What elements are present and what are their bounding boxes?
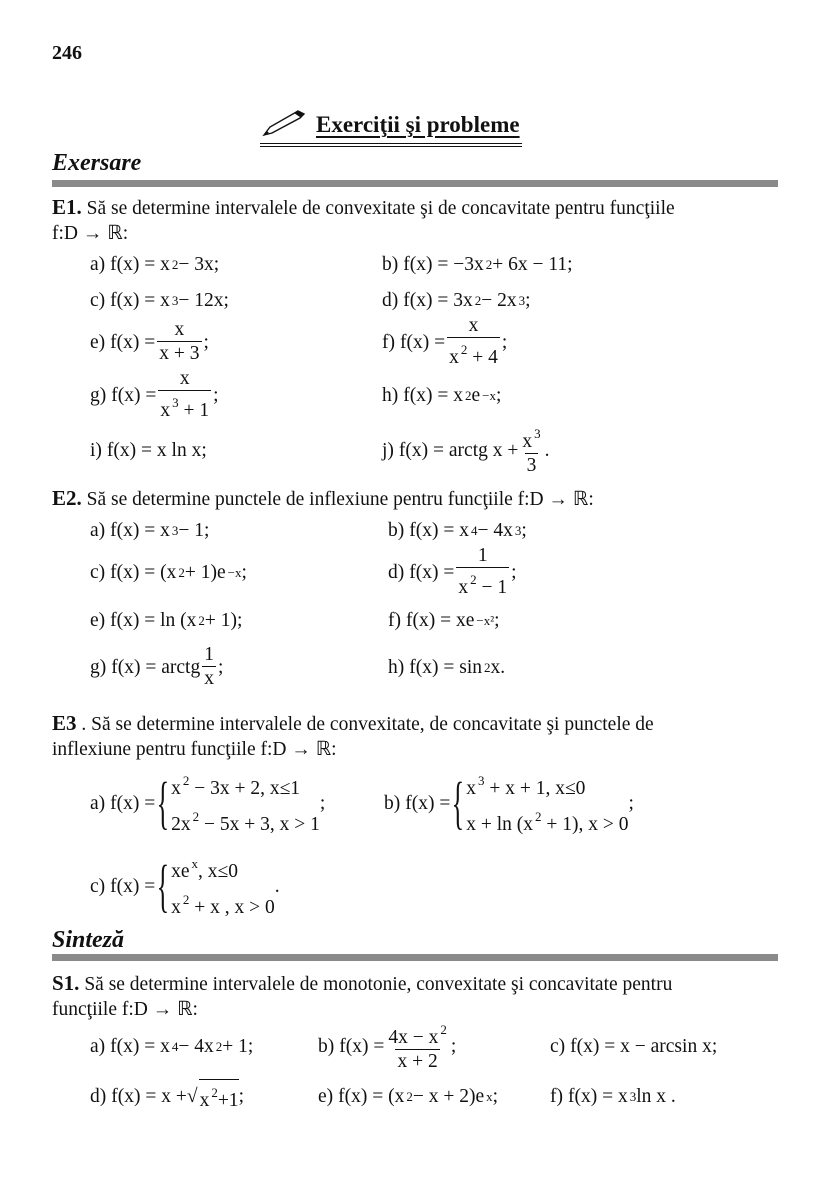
superscript: 3 bbox=[518, 292, 526, 308]
exercise-item bbox=[90, 644, 223, 691]
numerator bbox=[520, 423, 542, 453]
formula bbox=[405, 767, 634, 839]
superscript: 3 bbox=[534, 425, 541, 441]
formula-text: f(x) = bbox=[111, 384, 157, 406]
formula bbox=[110, 319, 209, 366]
exercise-item bbox=[90, 1079, 244, 1113]
formula-text: ; bbox=[203, 331, 209, 353]
item-label: b) bbox=[318, 1035, 335, 1057]
piecewise bbox=[155, 850, 274, 922]
numerator bbox=[476, 545, 490, 567]
formula-text: xe bbox=[171, 861, 190, 882]
formula-text: 1 bbox=[477, 544, 488, 566]
formula-text: f(x) = sin bbox=[409, 656, 482, 678]
formula-text: f(x) = x + bbox=[111, 1085, 187, 1107]
formula-text: f(x) = bbox=[339, 1035, 385, 1057]
formula bbox=[403, 383, 501, 408]
exercise-statement bbox=[52, 711, 782, 737]
exercise-statement bbox=[52, 195, 782, 221]
fraction bbox=[447, 315, 500, 370]
formula-text: f(x) = arctg x + bbox=[398, 439, 519, 461]
fraction bbox=[456, 545, 509, 600]
formula-text: + 1; bbox=[222, 1035, 254, 1057]
denominator bbox=[525, 453, 539, 478]
superscript: 2 bbox=[484, 659, 491, 675]
formula-row bbox=[52, 366, 782, 424]
superscript: 2 bbox=[192, 809, 200, 824]
superscript: −x² bbox=[476, 612, 495, 628]
exercise-text: Să se determine intervalele de monotonie, convexitate şi concavitate pentru bbox=[79, 974, 673, 995]
fraction bbox=[520, 423, 542, 478]
superscript: 4 bbox=[470, 522, 478, 538]
formula-text: 3 bbox=[526, 454, 537, 476]
superscript: 3 bbox=[171, 522, 179, 538]
superscript: 2 bbox=[460, 341, 468, 357]
superscript: 2 bbox=[211, 1085, 218, 1100]
case-row bbox=[171, 850, 275, 886]
cases-list bbox=[466, 767, 628, 839]
formula bbox=[339, 1019, 456, 1074]
denominator bbox=[158, 390, 211, 423]
formula-text: ; bbox=[501, 331, 508, 353]
item-label: f) bbox=[382, 331, 395, 353]
superscript: 4 bbox=[171, 1038, 179, 1054]
formula bbox=[409, 545, 516, 600]
formula-text: + 1); bbox=[204, 609, 243, 631]
formula-text: f(x) = −3x bbox=[403, 253, 484, 275]
numerator bbox=[202, 644, 216, 666]
item-label: f) bbox=[550, 1085, 563, 1107]
superscript: 2 bbox=[535, 809, 542, 824]
exercise-item bbox=[550, 1084, 676, 1109]
exercise-item bbox=[388, 545, 517, 600]
sqrt-radicand bbox=[199, 1079, 239, 1113]
formula-text: x. bbox=[490, 656, 506, 678]
superscript: 2 bbox=[406, 1088, 413, 1104]
superscript: 3 bbox=[514, 522, 522, 538]
formula-text: f(x) = x bbox=[110, 289, 170, 311]
exercise-item bbox=[388, 518, 527, 543]
fraction bbox=[157, 319, 201, 366]
section-divider bbox=[52, 180, 778, 187]
piecewise bbox=[155, 767, 320, 839]
superscript: 2 bbox=[171, 256, 179, 272]
item-label: a) bbox=[90, 1035, 106, 1057]
formula-text: − x + 2)e bbox=[412, 1085, 485, 1107]
formula bbox=[110, 1034, 253, 1059]
sqrt-sign: √ bbox=[186, 1085, 198, 1107]
formula-text: − 1; bbox=[178, 519, 210, 541]
brace: { bbox=[156, 770, 170, 835]
formula bbox=[403, 252, 572, 277]
numerator bbox=[178, 368, 192, 390]
exercise-text: Să se determine punctele de inflexiune pentru funcţiile f:D → ℝ: bbox=[81, 489, 594, 510]
exercise-text: funcţiile f:D → ℝ: bbox=[52, 999, 198, 1020]
formula-text: f(x) = x − arcsin x; bbox=[570, 1035, 718, 1057]
item-label: a) bbox=[90, 253, 106, 275]
item-label: e) bbox=[90, 609, 106, 631]
section-title-sinteza: Sinteză bbox=[52, 927, 125, 953]
item-label: c) bbox=[90, 289, 106, 311]
formula-text: f(x) = x bbox=[403, 384, 463, 406]
exercise-item bbox=[550, 1034, 717, 1059]
denominator bbox=[456, 567, 509, 600]
formula bbox=[568, 1084, 676, 1109]
formula-row bbox=[52, 424, 782, 476]
formula bbox=[110, 288, 229, 313]
formula bbox=[111, 1079, 244, 1113]
case-row bbox=[466, 803, 628, 839]
exercise-item bbox=[90, 438, 207, 463]
exercise-item bbox=[90, 368, 219, 423]
formula-text: f(x) = xe bbox=[406, 609, 475, 631]
exercise-statement bbox=[52, 486, 782, 512]
formula-text: ln x . bbox=[636, 1085, 676, 1107]
denominator bbox=[202, 666, 216, 691]
formula-text: f(x) = arctg bbox=[111, 656, 201, 678]
page-title: Exerciţii şi probleme bbox=[260, 108, 520, 138]
exercise-item bbox=[90, 608, 242, 633]
exercise-item bbox=[90, 252, 219, 277]
formula-text: x bbox=[171, 778, 181, 799]
exercise-item bbox=[318, 1084, 498, 1109]
formula-row bbox=[52, 1070, 782, 1122]
formula-text: f(x) = x bbox=[110, 1035, 170, 1057]
formula-text: x + ln (x bbox=[466, 814, 533, 835]
superscript: −x bbox=[482, 387, 496, 403]
formula bbox=[403, 288, 530, 313]
formula-text: f(x) = bbox=[110, 331, 156, 353]
formula-text: − 4x bbox=[477, 519, 513, 541]
formula-text: + 6x − 11; bbox=[492, 253, 573, 275]
exercise-id: E1. bbox=[52, 195, 82, 219]
formula bbox=[110, 608, 242, 633]
superscript: 2 bbox=[182, 892, 190, 907]
superscript: 2 bbox=[474, 292, 482, 308]
formula-text: f(x) = bbox=[110, 875, 156, 897]
superscript: 2 bbox=[182, 773, 190, 788]
numerator bbox=[173, 319, 187, 341]
formula-text: f(x) = bbox=[110, 792, 156, 814]
pencil-icon bbox=[260, 108, 310, 138]
formula bbox=[570, 1034, 717, 1059]
formula-text: f(x) = bbox=[400, 331, 446, 353]
formula-text: x bbox=[466, 778, 476, 799]
section-title-exersare: Exersare bbox=[52, 150, 142, 176]
formula-text: x bbox=[458, 576, 469, 598]
formula-text: x bbox=[449, 346, 459, 368]
superscript: 2 bbox=[440, 1021, 447, 1037]
exercise-item bbox=[384, 767, 634, 839]
formula-text: 4x − x bbox=[388, 1026, 439, 1048]
formula-row bbox=[52, 844, 782, 928]
formula-text: ; bbox=[628, 792, 634, 814]
formula-text: f(x) = bbox=[409, 561, 455, 583]
numerator bbox=[386, 1019, 449, 1049]
formula-text: + x + 1, x≤0 bbox=[484, 778, 586, 799]
exercise-text: . Să se determine intervalele de convexitate, de concavitate şi punctele de bbox=[76, 714, 654, 735]
exercise-e2 bbox=[52, 486, 782, 690]
item-label: a) bbox=[90, 792, 106, 814]
exercise-item bbox=[388, 655, 505, 680]
item-label: d) bbox=[90, 1085, 107, 1107]
superscript: 2 bbox=[485, 256, 493, 272]
formula-text: x + 2 bbox=[397, 1050, 438, 1072]
formula-text: f(x) = ln (x bbox=[110, 609, 197, 631]
case-row bbox=[171, 803, 320, 839]
exercise-statement bbox=[52, 971, 782, 997]
formula-text: x bbox=[179, 367, 190, 389]
case-row bbox=[171, 886, 275, 922]
cases-list bbox=[171, 767, 320, 839]
formula bbox=[107, 438, 207, 463]
formula-text: ; bbox=[494, 609, 500, 631]
formula-text: − 12x; bbox=[178, 289, 229, 311]
exercise-item bbox=[90, 518, 209, 543]
brace: { bbox=[452, 770, 465, 835]
formula bbox=[111, 644, 223, 691]
formula-text: + 1), x > 0 bbox=[541, 814, 629, 835]
numerator bbox=[467, 315, 481, 337]
denominator bbox=[157, 341, 201, 366]
superscript: −x bbox=[227, 564, 242, 580]
formula-text: − 2x bbox=[481, 289, 517, 311]
superscript: 3 bbox=[629, 1088, 637, 1104]
item-label: d) bbox=[382, 289, 399, 311]
formula-text: f(x) = 3x bbox=[403, 289, 473, 311]
formula bbox=[338, 1084, 498, 1109]
exercise-item bbox=[90, 560, 247, 585]
formula bbox=[110, 850, 279, 922]
formula-row bbox=[52, 644, 782, 690]
superscript: x bbox=[486, 1088, 493, 1104]
formula-text: + 4 bbox=[467, 346, 498, 368]
exercise-item bbox=[90, 767, 325, 839]
formula-text: − 3x; bbox=[178, 253, 220, 275]
superscript: 3 bbox=[172, 394, 179, 410]
formula-text: f(x) = x bbox=[409, 519, 469, 541]
formula-row bbox=[52, 762, 782, 844]
formula-text: ; bbox=[213, 384, 219, 406]
formula bbox=[406, 608, 500, 633]
formula-text: − 4x bbox=[178, 1035, 214, 1057]
exercise-item bbox=[90, 319, 209, 366]
formula-text: ; bbox=[217, 656, 224, 678]
formula bbox=[409, 518, 527, 543]
superscript: 2 bbox=[198, 612, 205, 628]
formula-text: f(x) = (x bbox=[338, 1085, 405, 1107]
exercise-text: inflexiune pentru funcţiile f:D → ℝ: bbox=[52, 739, 337, 760]
formula-text: x bbox=[522, 430, 533, 452]
item-label: h) bbox=[388, 656, 405, 678]
exercise-id: S1. bbox=[52, 971, 80, 995]
formula-text: − 1 bbox=[476, 576, 508, 598]
fraction bbox=[158, 368, 211, 423]
piecewise bbox=[450, 767, 628, 839]
formula bbox=[110, 252, 219, 277]
denominator bbox=[447, 337, 500, 370]
formula-row bbox=[52, 596, 782, 644]
exercise-item bbox=[382, 383, 501, 408]
fraction bbox=[202, 644, 216, 691]
formula-text: x bbox=[199, 1090, 210, 1111]
item-label: e) bbox=[90, 331, 106, 353]
formula-text: ; bbox=[238, 1085, 244, 1107]
formula-text: f(x) = x ln x; bbox=[106, 439, 207, 461]
page-number: 246 bbox=[52, 42, 82, 64]
formula-text: x + 3 bbox=[159, 342, 200, 364]
formula-text: ; bbox=[511, 561, 517, 583]
item-label: f) bbox=[388, 609, 401, 631]
exercise-id: E2. bbox=[52, 486, 82, 510]
formula-text: + x , x > 0 bbox=[189, 897, 275, 918]
item-label: c) bbox=[90, 875, 106, 897]
item-label: b) bbox=[382, 253, 399, 275]
formula-text: ; bbox=[241, 561, 247, 583]
formula-text: f(x) = bbox=[405, 792, 451, 814]
formula-text: + 1 bbox=[178, 399, 210, 421]
formula-text: 1 bbox=[204, 643, 214, 665]
formula-text: − 5x + 3, x > 1 bbox=[199, 814, 320, 835]
superscript: 2 bbox=[464, 387, 472, 403]
item-label: a) bbox=[90, 519, 106, 541]
formula-text: x bbox=[160, 399, 171, 421]
formula-row bbox=[52, 1022, 782, 1070]
item-label: g) bbox=[90, 656, 107, 678]
formula-text: ; bbox=[521, 519, 527, 541]
formula bbox=[110, 518, 209, 543]
formula-text: x bbox=[171, 897, 181, 918]
formula bbox=[409, 655, 505, 680]
exercise-s1 bbox=[52, 971, 782, 1122]
case-row bbox=[466, 767, 628, 803]
formula-text: ; bbox=[495, 384, 502, 406]
exercise-e3 bbox=[52, 711, 782, 928]
exercise-text: Să se determine intervalele de convexitate şi de concavitate pentru funcţiile bbox=[81, 198, 675, 219]
exercise-item bbox=[382, 288, 531, 313]
exercise-item bbox=[388, 608, 500, 633]
formula-text: ; bbox=[319, 792, 326, 814]
exercise-item bbox=[318, 1019, 456, 1074]
item-label: i) bbox=[90, 439, 102, 461]
formula-text: f(x) = x bbox=[110, 253, 170, 275]
formula-text: f(x) = (x bbox=[110, 561, 177, 583]
formula-text: − 3x + 2, x≤1 bbox=[189, 778, 301, 799]
formula bbox=[399, 423, 550, 478]
item-label: b) bbox=[384, 792, 401, 814]
formula-text: 2x bbox=[171, 814, 191, 835]
formula-row bbox=[52, 314, 782, 368]
superscript: 2 bbox=[215, 1038, 223, 1054]
formula-text: ; bbox=[525, 289, 531, 311]
exercise-text: f:D → ℝ: bbox=[52, 223, 129, 244]
superscript: 3 bbox=[477, 773, 485, 788]
item-label: d) bbox=[388, 561, 405, 583]
formula bbox=[110, 767, 325, 839]
case-row bbox=[171, 767, 320, 803]
item-label: h) bbox=[382, 384, 399, 406]
formula-text: +1 bbox=[217, 1090, 239, 1111]
item-label: c) bbox=[90, 561, 106, 583]
exercise-item bbox=[382, 423, 550, 478]
fraction bbox=[386, 1019, 449, 1074]
formula bbox=[400, 315, 507, 370]
exercise-e1 bbox=[52, 195, 782, 476]
formula bbox=[111, 368, 218, 423]
formula-text: . bbox=[274, 875, 280, 897]
item-label: j) bbox=[382, 439, 394, 461]
item-label: b) bbox=[388, 519, 405, 541]
exercise-item bbox=[90, 850, 280, 922]
superscript: x bbox=[191, 856, 199, 871]
cases-list bbox=[171, 850, 275, 922]
exercise-item bbox=[90, 288, 229, 313]
formula-row bbox=[52, 246, 782, 282]
superscript: 2 bbox=[470, 571, 477, 587]
formula-text: f(x) = x bbox=[568, 1085, 628, 1107]
superscript: 2 bbox=[178, 564, 185, 580]
formula-text: + 1)e bbox=[184, 561, 226, 583]
formula-text: x bbox=[468, 314, 479, 336]
formula-text: ; bbox=[492, 1085, 499, 1107]
formula bbox=[110, 560, 247, 585]
formula-row bbox=[52, 544, 782, 598]
superscript: 3 bbox=[171, 292, 179, 308]
formula-text: ; bbox=[450, 1035, 457, 1057]
item-label: c) bbox=[550, 1035, 566, 1057]
formula-text: . bbox=[544, 439, 550, 461]
formula-row bbox=[52, 512, 782, 548]
exercise-id: E3 bbox=[52, 711, 77, 735]
brace: { bbox=[156, 853, 170, 918]
formula-text: f(x) = x bbox=[110, 519, 170, 541]
exercise-item bbox=[382, 252, 573, 277]
formula-text: , x≤0 bbox=[198, 861, 238, 882]
formula-row bbox=[52, 282, 782, 318]
formula-text: e bbox=[471, 384, 481, 406]
formula-text: x bbox=[204, 667, 214, 689]
exercise-item bbox=[382, 315, 507, 370]
item-label: g) bbox=[90, 384, 107, 406]
exercise-item bbox=[90, 1034, 253, 1059]
formula-text: x bbox=[174, 318, 185, 340]
section-divider bbox=[52, 954, 778, 961]
item-label: e) bbox=[318, 1085, 334, 1107]
